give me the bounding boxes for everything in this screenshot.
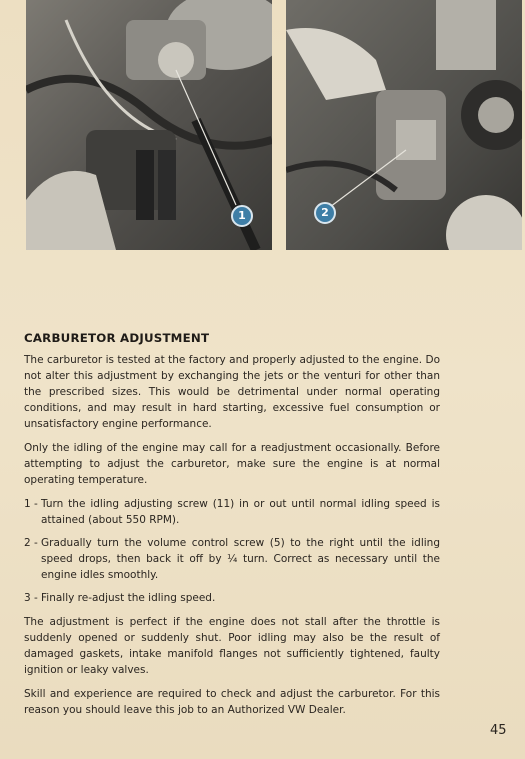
list-item bbox=[24, 496, 440, 528]
check-paragraph: The adjustment is perfect if the engine does not stall after the throttle is suddenly opened or suddenly shut. Poor idling may also be the result of damaged gaskets, intake manifold flanges not sufficiently tightened, faulty ignition or leaky valves. bbox=[24, 616, 440, 676]
step-text: Gradually turn the volume control screw (5) to the right until the idling speed drops, then back it off by ¼ turn. Correct as necessary until the engine idles smoothly. bbox=[41, 537, 440, 581]
dealer-paragraph: Skill and experience are required to check and adjust the carburetor. For this reason you should leave this job to an Authorized VW Dealer. bbox=[24, 688, 440, 716]
callout-badge-2: 2 bbox=[314, 202, 336, 224]
step-number: 3 - bbox=[24, 592, 38, 604]
article-body bbox=[24, 330, 440, 726]
intro-paragraph: The carburetor is tested at the factory and properly adjusted to the engine. Do not alter this adjustment by exchanging the jets or the venturi for other than the prescribed sizes. This would be detrimental under normal operating conditions, and may result in hard starting, excessive fuel consumption or unsatisfactory engine performance. bbox=[24, 354, 440, 430]
step-text: Finally re-adjust the idling speed. bbox=[41, 592, 216, 604]
step-number: 2 - bbox=[24, 537, 38, 549]
idling-paragraph: Only the idling of the engine may call for a readjustment occasionally. Before attempting to adjust the carburetor, make sure the engine is at normal operating temperature. bbox=[24, 442, 440, 486]
callout-badge-1: 1 bbox=[231, 205, 253, 227]
step-number: 1 - bbox=[24, 498, 38, 510]
list-item bbox=[24, 590, 440, 606]
steps-list bbox=[24, 496, 440, 606]
list-item bbox=[24, 535, 440, 583]
section-title: CARBURETOR ADJUSTMENT bbox=[24, 331, 210, 345]
page-number: 45 bbox=[490, 723, 507, 738]
step-text: Turn the idling adjusting screw (11) in or out until normal idling speed is attained (about 550 RPM). bbox=[41, 498, 440, 526]
engine-photo-volume-screw bbox=[286, 0, 522, 250]
engine-photo-idle-screw bbox=[26, 0, 272, 250]
